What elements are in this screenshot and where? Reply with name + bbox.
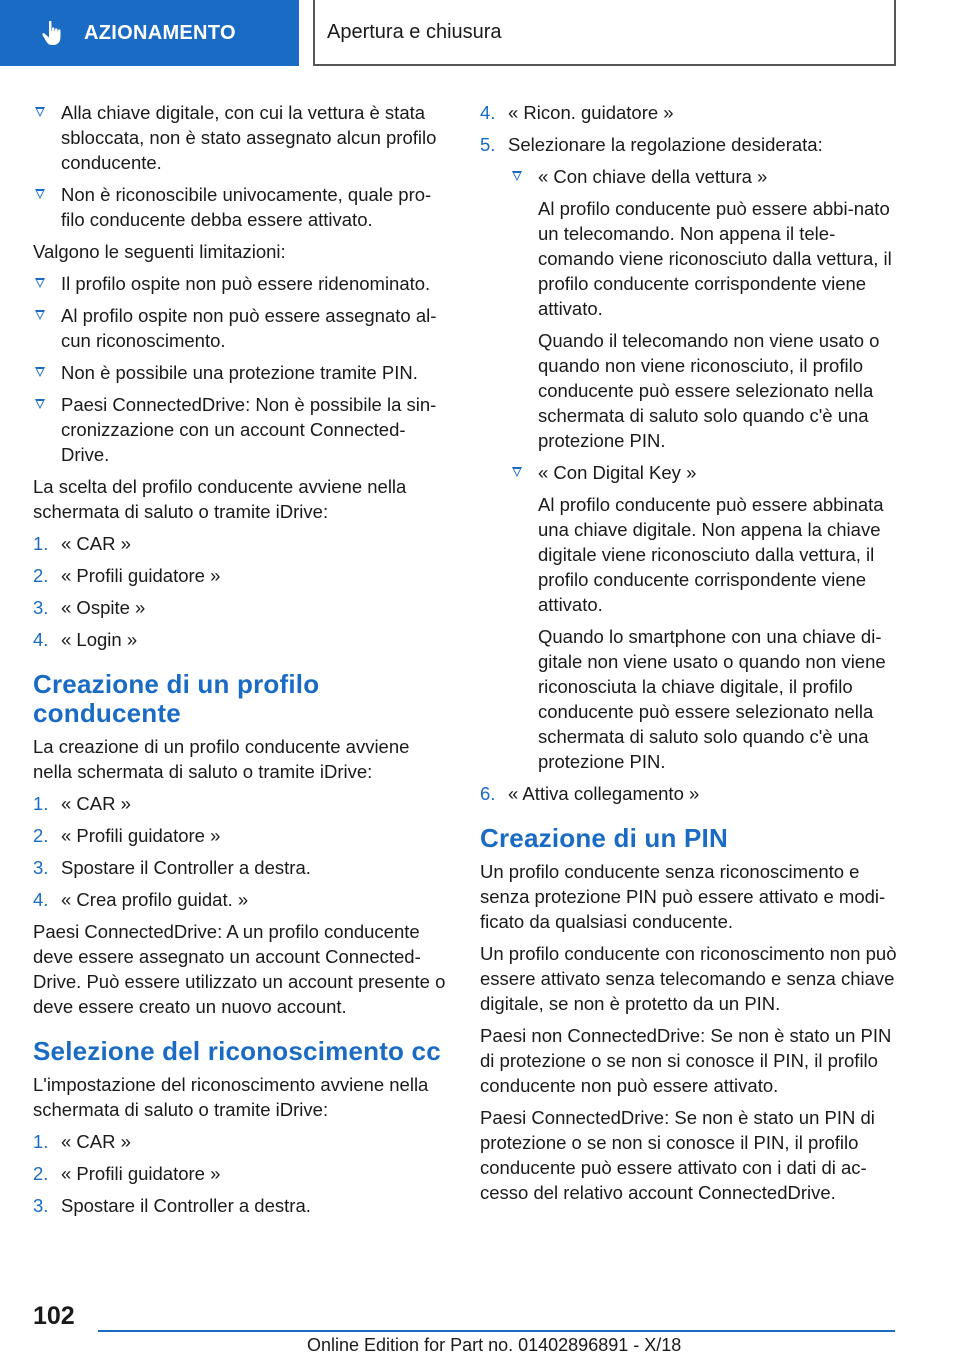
triangle-bullet-icon xyxy=(35,310,45,320)
paragraph: La scelta del profilo conducente avviene nella schermata di saluto o tramite iDrive: xyxy=(33,476,407,522)
numbered-step: 3. « Ospite » xyxy=(33,597,146,618)
topic-tab-label: Apertura e chiusura xyxy=(327,20,502,43)
edition-note: Online Edition for Part no. 01402896891 - X/18 xyxy=(307,1335,682,1355)
right-column xyxy=(480,100,898,1212)
numbered-step: 5. Selezionare la regolazione desiderata: xyxy=(480,134,823,155)
paragraph: Al profilo conducente può essere abbinata una chiave digitale. Non appena la chiave digitale viene riconosciuto dalla vettura, il profilo conducente corrispondente viene attivato. xyxy=(538,494,884,615)
paragraph: Al profilo conducente può essere abbi-nato un telecomando. Non appena il tele-comando viene riconosciuto dalla vettura, il profilo conducente corrispondente viene attivato. xyxy=(538,198,892,319)
numbered-step: 2. « Profili guidatore » xyxy=(33,1163,221,1184)
numbered-step: 6. « Attiva collegamento » xyxy=(480,783,700,804)
paragraph: Paesi ConnectedDrive: A un profilo conducente deve essere assegnato un account Connected-Drive. Può essere utilizzato un account presente o deve essere creato un nuovo account. xyxy=(33,921,446,1017)
section-heading: Creazione di un PIN xyxy=(480,823,728,853)
paragraph: Quando lo smartphone con una chiave di-gitale non viene usato o quando non viene riconosciuta la chiave digitale, il profilo conducente può essere selezionato nella schermata di saluto solo quando c'è una protezione PIN. xyxy=(538,626,886,772)
section-heading: Selezione del riconoscimento cc xyxy=(33,1036,441,1066)
page-header xyxy=(0,0,960,66)
triangle-bullet-icon xyxy=(35,278,45,288)
list-item: Al profilo ospite non può essere assegnato al-cun riconoscimento. xyxy=(33,303,449,353)
numbered-step: 1. « CAR » xyxy=(33,793,131,814)
list-item: « Con chiave della vettura » xyxy=(480,164,898,189)
numbered-step: 3. Spostare il Controller a destra. xyxy=(33,857,311,878)
paragraph: Paesi non ConnectedDrive: Se non è stato un PIN di protezione o se non si conosce il PIN, il profilo conducente non può essere attivato. xyxy=(480,1025,892,1096)
topic-tab[interactable] xyxy=(313,0,896,66)
numbered-step: 4. « Login » xyxy=(33,629,138,650)
numbered-step: 4. « Ricon. guidatore » xyxy=(480,102,674,123)
list-item: Non è possibile una protezione tramite PIN. xyxy=(33,360,449,385)
numbered-step: 1. « CAR » xyxy=(33,533,131,554)
paragraph: Paesi ConnectedDrive: Se non è stato un PIN di protezione o se non si conosce il PIN, il profilo conducente può essere attivato con i dati di ac-cesso del relativo account ConnectedDrive. xyxy=(480,1107,875,1203)
list-item: « Con Digital Key » xyxy=(480,460,898,485)
triangle-bullet-icon xyxy=(512,171,522,181)
paragraph: L'impostazione del riconoscimento avviene nella schermata di saluto o tramite iDrive: xyxy=(33,1074,429,1120)
numbered-step: 3. Spostare il Controller a destra. xyxy=(33,1195,311,1216)
triangle-bullet-icon xyxy=(35,189,45,199)
section-tab-label: AZIONAMENTO xyxy=(84,21,236,44)
triangle-bullet-icon xyxy=(35,107,45,117)
numbered-step: 1. « CAR » xyxy=(33,1131,131,1152)
triangle-bullet-icon xyxy=(35,399,45,409)
numbered-step: 2. « Profili guidatore » xyxy=(33,825,221,846)
section-heading: Creazione di un profilo conducente xyxy=(33,669,320,728)
list-item: Non è riconoscibile univocamente, quale pro-filo conducente debba essere attivato. xyxy=(33,182,449,232)
list-item: Alla chiave digitale, con cui la vettura è stata sbloccata, non è stato assegnato alcun profilo conducente. xyxy=(33,100,449,175)
triangle-bullet-icon xyxy=(512,467,522,477)
paragraph: Un profilo conducente con riconoscimento non può essere attivato senza telecomando e senza chiave digitale, se non è protetto da un PIN. xyxy=(480,943,897,1014)
paragraph: Valgono le seguenti limitazioni: xyxy=(33,241,286,262)
paragraph: Quando il telecomando non viene usato o quando non viene riconosciuto, il profilo conducente può essere selezionato nella schermata di saluto solo quando c'è una protezione PIN. xyxy=(538,330,880,451)
list-item: Il profilo ospite non può essere ridenominato. xyxy=(33,271,449,296)
page-number: 102 xyxy=(33,1302,75,1330)
hand-pointer-icon xyxy=(38,18,68,48)
footer-divider xyxy=(98,1330,895,1332)
numbered-step: 4. « Crea profilo guidat. » xyxy=(33,889,249,910)
left-column xyxy=(33,100,449,1225)
numbered-step: 2. « Profili guidatore » xyxy=(33,565,221,586)
triangle-bullet-icon xyxy=(35,367,45,377)
section-tab[interactable] xyxy=(0,0,299,66)
list-item: Paesi ConnectedDrive: Non è possibile la sin-cronizzazione con un account Connected-Drive. xyxy=(33,392,449,467)
paragraph: Un profilo conducente senza riconoscimento e senza protezione PIN può essere attivato e modi-ficato da qualsiasi conducente. xyxy=(480,861,886,932)
paragraph: La creazione di un profilo conducente avviene nella schermata di saluto o tramite iDrive: xyxy=(33,736,410,782)
